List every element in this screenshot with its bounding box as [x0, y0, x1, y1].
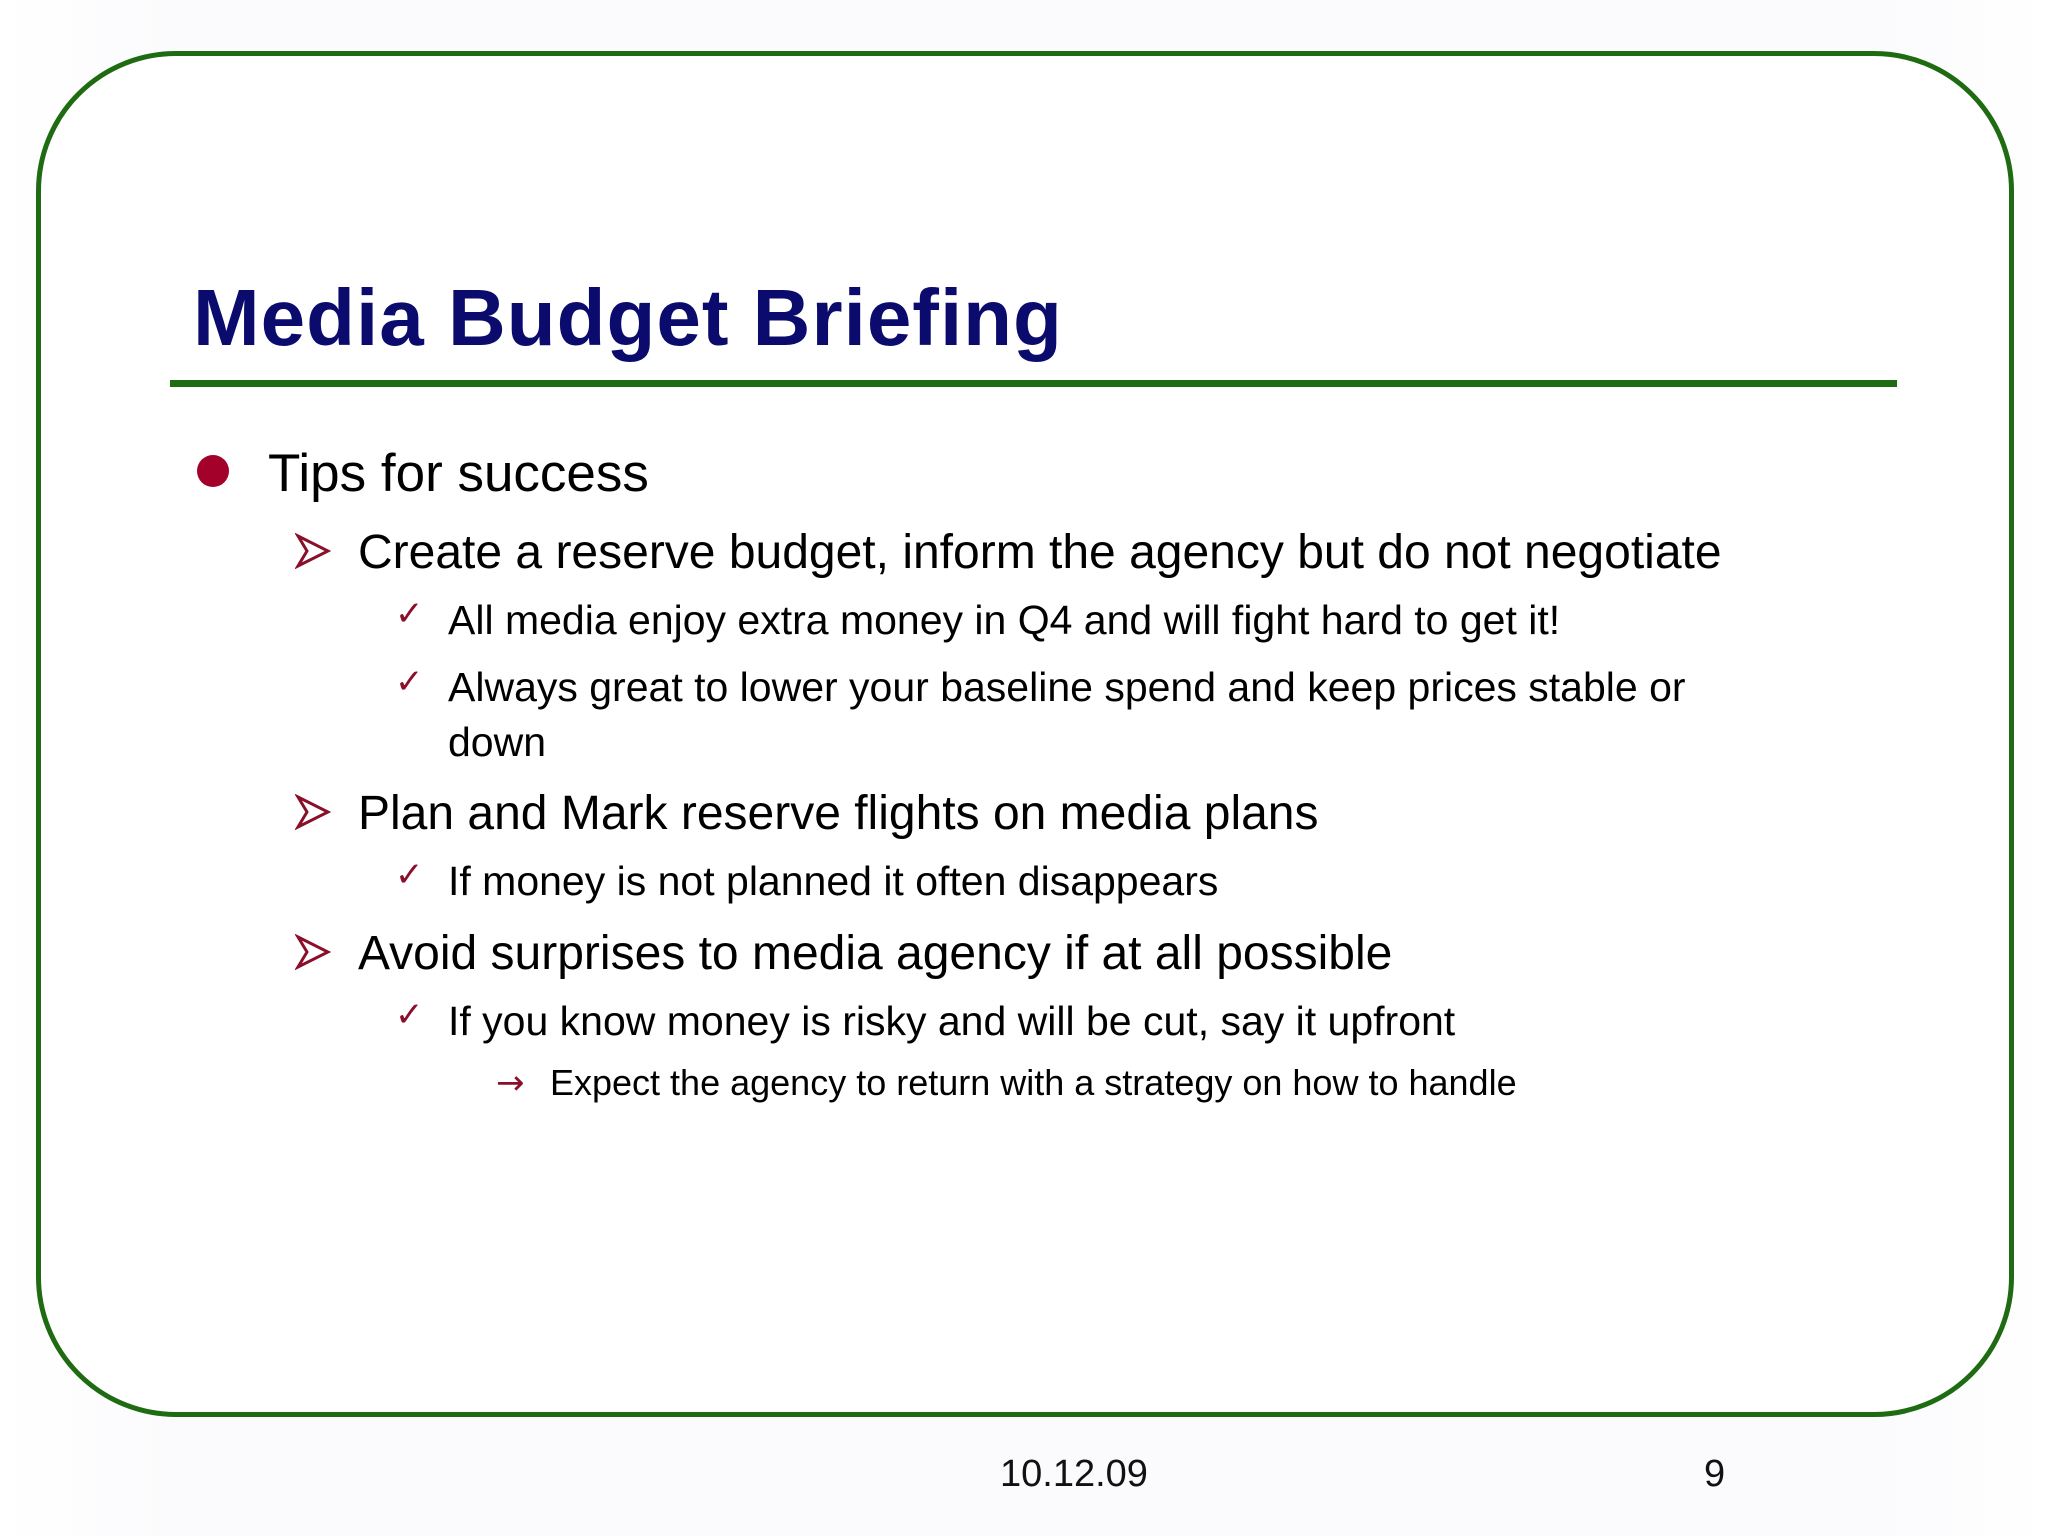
- bullet-level3-text: All media enjoy extra money in Q4 and will fight hard to get it!: [448, 597, 1561, 643]
- bullet-level4-text: Expect the agency to return with a strategy on how to handle: [550, 1062, 1517, 1103]
- bullet-level2-text: Create a reserve budget, inform the agency but do not negotiate: [358, 526, 1722, 579]
- arrowhead-icon: [295, 934, 331, 970]
- checkmark-icon: ✓: [395, 855, 424, 895]
- slide-title: Media Budget Briefing: [193, 273, 1063, 362]
- arrowhead-icon: [295, 794, 331, 830]
- bullet-level2-text: Avoid surprises to media agency if at all possible: [358, 927, 1393, 980]
- footer-date: 10.12.09: [1000, 1453, 1148, 1495]
- checkmark-icon: ✓: [395, 594, 424, 634]
- bullet-level3-text: If you know money is risky and will be cut, say it upfront: [448, 998, 1456, 1044]
- arrowhead-icon: [295, 533, 331, 569]
- checkmark-icon: ✓: [395, 995, 424, 1035]
- bullet-level3-text-continued: down: [448, 719, 547, 765]
- bullet-level3-text: If money is not planned it often disappears: [448, 858, 1219, 904]
- bullet-level1-text: Tips for success: [268, 444, 649, 503]
- footer-page-number: 9: [1704, 1453, 1726, 1495]
- bullet-level3-text: Always great to lower your baseline spend and keep prices stable or: [448, 664, 1686, 710]
- bullet-level2-text: Plan and Mark reserve flights on media plans: [358, 787, 1319, 840]
- checkmark-icon: ✓: [395, 662, 424, 702]
- right-arrow-icon: →: [496, 1063, 525, 1103]
- filled-circle-icon: [197, 455, 229, 487]
